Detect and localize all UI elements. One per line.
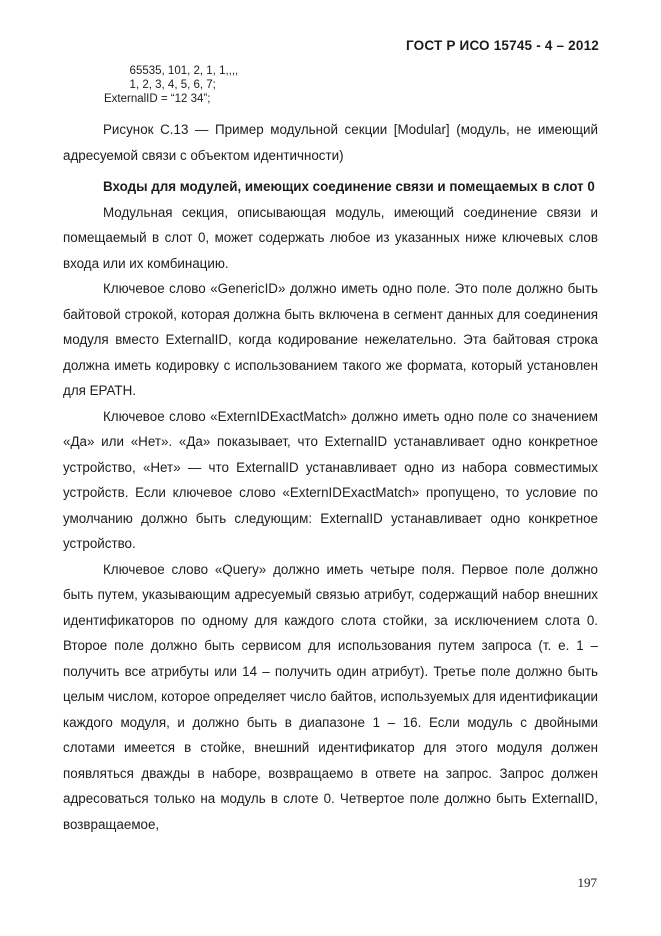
code-fragment [104, 64, 238, 106]
figure-caption: Рисунок С.13 — Пример модульной секции [Modular] (модуль, не имеющий адресуемой связи с объектом идентичности) [63, 122, 598, 163]
code-line: ExternalID = “12 34”; [104, 93, 211, 105]
paragraph: Ключевое слово «GenericID» должно иметь одно поле. Это поле должно быть байтовой строкой, которая должна быть включена в сегмент данных для соединения модуля вместо ExternalID, когда кодирование нежелательно. Эта байтовая строка должна иметь кодировку с использованием такого же формата, который установлен для EPATH. [63, 281, 598, 398]
code-line: 1, 2, 3, 4, 5, 6, 7; [104, 79, 216, 91]
page-body [63, 117, 598, 837]
document-header: ГОСТ Р ИСО 15745 - 4 – 2012 [406, 38, 599, 53]
paragraph: Модульная секция, описывающая модуль, имеющий соединение связи и помещаемый в слот 0, может содержать любое из указанных ниже ключевых слов входа или их комбинацию. [63, 204, 598, 271]
page-number: 197 [577, 875, 597, 890]
code-line: 65535, 101, 2, 1, 1,,,, [104, 65, 239, 77]
paragraph: Ключевое слово «ExternIDExactMatch» должно иметь одно поле со значением «Да» или «Нет». «Да» показывает, что ExternalID устанавливает одно конкретное устройство, «Нет» — что ExternalID устанавливает одно из набора совместимых устройств. Если ключевое слово «ExternIDExactMatch» пропущено, то условие по умолчанию должно быть следующим: ExternalID устанавливает одно конкретное устройство. [63, 408, 598, 551]
paragraph: Ключевое слово «Query» должно иметь четыре поля. Первое поле должно быть путем, указывающим адресуемый связью атрибут, содержащий набор внешних идентификаторов по одному для каждого слота стойки, за исключением слота 0. Второе поле должно быть сервисом для использования путем запроса (т. е. 1 – получить все атрибуты или 14 – получить один атрибут). Третье поле должно быть целым числом, которое определяет число байтов, используемых для идентификации каждого модуля, и должно быть в диапазоне 1 – 16. Если модуль с двойными слотами имеется в стойке, внешний идентификатор для этого модуля должен появляться дважды в наборе, возвращаемо в ответе на запрос. Запрос должен адресоваться только на модуль в слоте 0. Четвертое поле должно быть ExternalID, возвращаемое, [63, 561, 599, 832]
section-heading: Входы для модулей, имеющих соединение связи и помещаемых в слот 0 [103, 179, 595, 194]
